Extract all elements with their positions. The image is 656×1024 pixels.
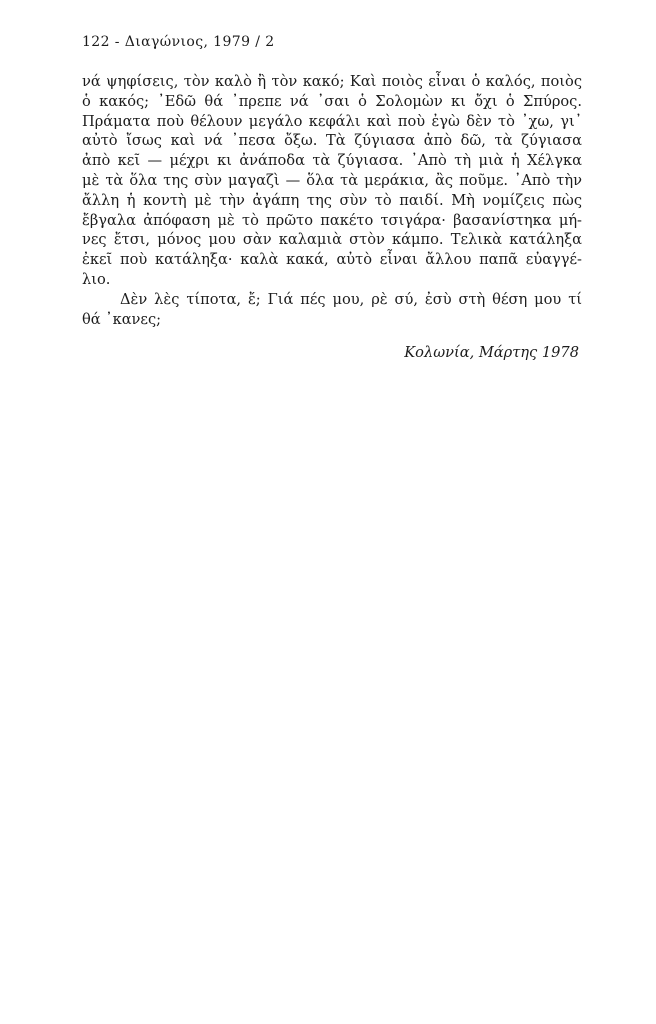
text-line: ἔβγαλα ἀπόφαση μὲ τὸ πρῶτο πακέτο τσιγάρα· βασανίστηκα μή-	[82, 211, 582, 229]
text-line: αὐτὸ ἴσως καὶ νά ᾽πεσα ὄξω. Τὰ ζύγιασα ἀπὸ δῶ, τὰ ζύγιασα	[82, 132, 582, 150]
text-line: νά ψηφίσεις, τὸν καλὸ ἢ τὸν κακό; Καὶ ποιὸς εἶναι ὁ καλός, ποιὸς	[82, 73, 582, 90]
text-line: λιο.	[82, 270, 111, 288]
text-line: Πράματα ποὺ θέλουν μεγάλο κεφάλι καὶ ποὺ ἐγὼ δὲν τὸ ᾽χω, γι᾽	[82, 112, 582, 130]
text-line: νες ἔτσι, μόνος μου σὰν καλαμιὰ στὸν κάμπο. Τελικὰ κατάληξα	[82, 231, 582, 249]
text-line: θά ᾽κανες;	[82, 310, 162, 328]
text-line: ὁ κακός; ᾽Εδῶ θά ᾽πρεπε νά ᾽σαι ὁ Σολομὼν κι ὄχι ὁ Σπύρος.	[82, 92, 582, 110]
text-line: μὲ τὰ ὅλα της σὺν μαγαζὶ — ὅλα τὰ μεράκια, ἂς ποῦμε. ᾽Απὸ τὴν	[82, 171, 582, 189]
text-line: ἄλλη ἡ κοντὴ μὲ τὴν ἀγάπη της σὺν τὸ παιδί. Μὴ νομίζεις πὼς	[82, 191, 582, 209]
body-text	[82, 72, 582, 329]
text-line: ἐκεῖ ποὺ κατάληξα· καλὰ κακά, αὐτὸ εἶναι ἄλλου παπᾶ εὐαγγέ-	[82, 251, 582, 269]
text-line: ἀπὸ κεῖ — μέχρι κι ἀνάποδα τὰ ζύγιασα. ᾽Απὸ τὴ μιὰ ἡ Χέλγκα	[82, 152, 582, 170]
text-line: Δὲν λὲς τίποτα, ἔ; Γιά πές μου, ρὲ σύ, ἐσὺ στὴ θέση μου τί	[120, 290, 582, 308]
running-head: 122 - Διαγώνιος, 1979 / 2	[82, 34, 275, 50]
signature-place-date: Κολωνία, Μάρτης 1978	[404, 344, 579, 361]
